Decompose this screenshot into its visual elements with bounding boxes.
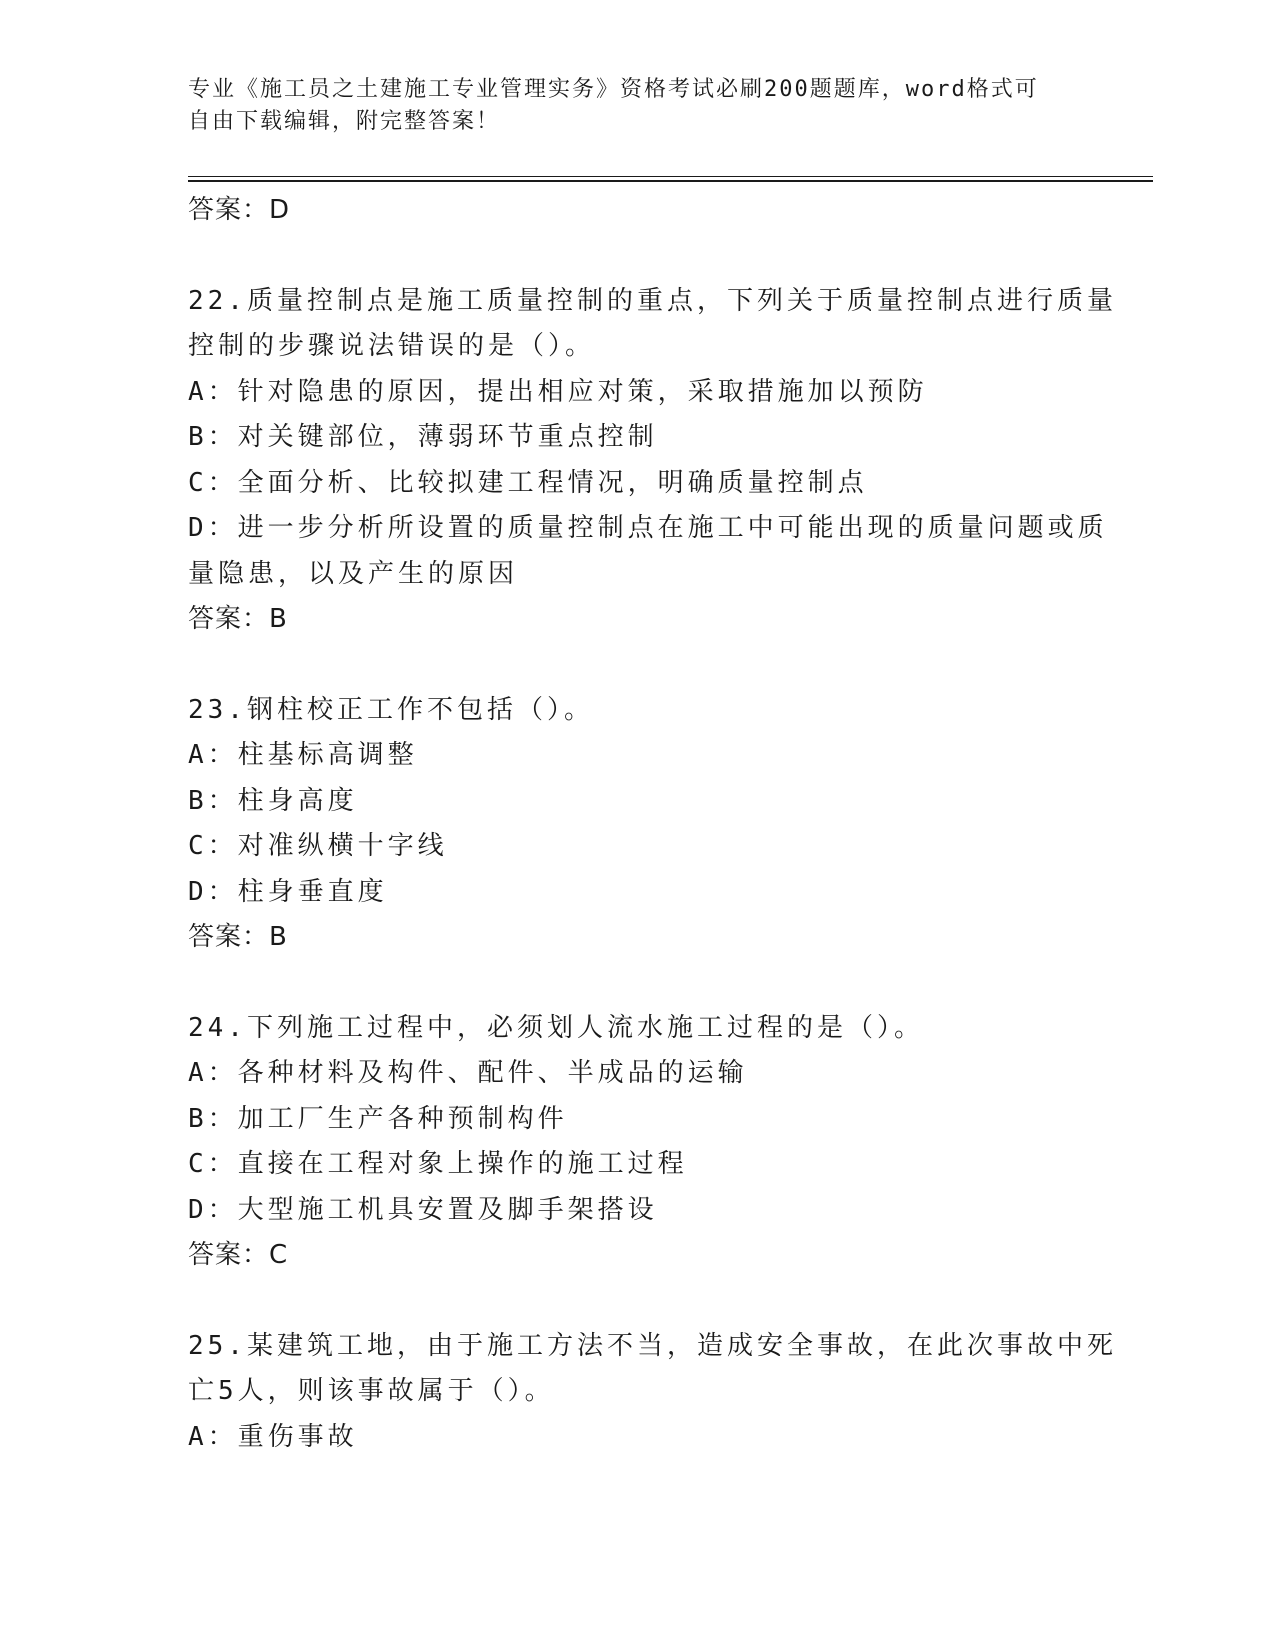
option-c: C：直接在工程对象上操作的施工过程	[188, 1149, 688, 1179]
option-d-continued: 量隐患，以及产生的原因	[188, 558, 519, 589]
spacer	[188, 234, 1088, 279]
question-block	[188, 1006, 1088, 1279]
question-stem-line: 亡5人，则该事故属于（）。	[188, 1376, 555, 1406]
answer-line: 答案：C	[188, 1240, 289, 1270]
question-stem-line: 23.钢柱校正工作不包括（）。	[188, 694, 594, 725]
question-block	[188, 688, 1088, 961]
header-divider-thick	[188, 180, 1153, 182]
page-header	[188, 74, 1068, 138]
previous-answer: 答案：D	[188, 195, 291, 225]
option-c: C：全面分析、比较拟建工程情况，明确质量控制点	[188, 467, 868, 498]
spacer	[188, 961, 1088, 1006]
question-block	[188, 1324, 1117, 1461]
answer-line: 答案：B	[188, 604, 288, 634]
spacer	[188, 1279, 1088, 1324]
question-stem-line: 25.某建筑工地，由于施工方法不当，造成安全事故，在此次事故中死	[188, 1330, 1117, 1361]
header-line-2: 自由下载编辑，附完整答案！	[188, 109, 501, 134]
option-d: D：柱身垂直度	[188, 876, 388, 907]
question-stem-line: 控制的步骤说法错误的是（）。	[188, 331, 596, 361]
option-a: A：柱基标高调整	[188, 740, 418, 770]
option-d: D：大型施工机具安置及脚手架搭设	[188, 1194, 658, 1225]
header-divider-thin	[188, 176, 1153, 177]
question-stem-line: 24.下列施工过程中，必须划人流水施工过程的是（）。	[188, 1012, 924, 1043]
question-stem-line: 22.质量控制点是施工质量控制的重点，下列关于质量控制点进行质量	[188, 285, 1117, 316]
spacer	[188, 643, 1088, 688]
option-a: A：针对隐患的原因，提出相应对策，采取措施加以预防	[188, 376, 928, 407]
option-b: B：对关键部位，薄弱环节重点控制	[188, 422, 658, 452]
header-line-1: 专业《施工员之土建施工专业管理实务》资格考试必刷200题题库，word格式可	[188, 77, 1039, 102]
question-block	[188, 279, 1117, 643]
option-b: B：柱身高度	[188, 785, 358, 816]
option-a: A：各种材料及构件、配件、半成品的运输	[188, 1058, 748, 1088]
option-d: D：进一步分析所设置的质量控制点在施工中可能出现的质量问题或质	[188, 513, 1108, 543]
option-c: C：对准纵横十字线	[188, 831, 448, 861]
answer-line: 答案：B	[188, 922, 288, 952]
question-list	[188, 188, 1117, 1460]
option-a: A：重伤事故	[188, 1421, 358, 1452]
option-b: B：加工厂生产各种预制构件	[188, 1103, 568, 1134]
